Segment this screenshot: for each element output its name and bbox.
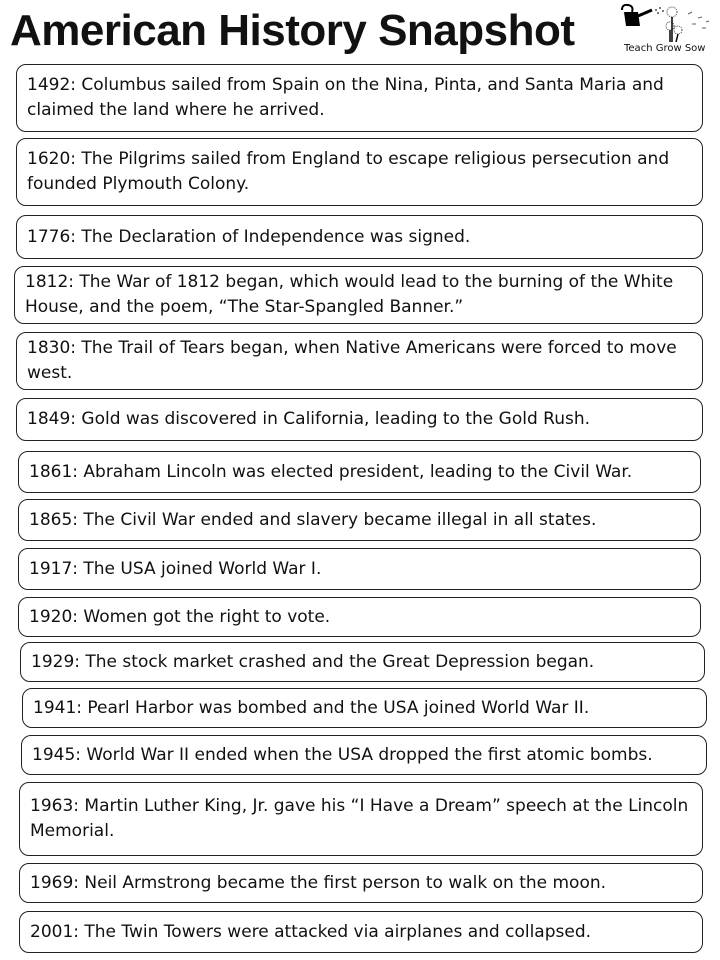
event-box (16, 332, 703, 390)
event-box (18, 597, 701, 637)
event-text: 1917: The USA joined World War I. (29, 558, 322, 579)
event-text: 1865: The Civil War ended and slavery became illegal in all states. (29, 509, 597, 530)
event-text: 1969: Neil Armstrong became the first person to walk on the moon. (30, 872, 607, 893)
event-text: 1861: Abraham Lincoln was elected president, leading to the Civil War. (29, 461, 633, 482)
event-text: 1830: The Trail of Tears began, when Native Americans were forced to move west. (27, 338, 677, 383)
event-box (22, 688, 707, 728)
event-box (16, 64, 703, 132)
event-box (14, 266, 703, 324)
event-text: 1963: Martin Luther King, Jr. gave his “I Have a Dream” speech at the Lincoln Memorial. (30, 796, 689, 841)
event-box (21, 735, 707, 775)
event-text: 1920: Women got the right to vote. (29, 606, 331, 627)
event-text: 1620: The Pilgrims sailed from England to escape religious persecution and founded Plymouth Colony. (27, 149, 670, 194)
logo-text: Teach Grow Sow (624, 43, 706, 54)
event-text: 1941: Pearl Harbor was bombed and the USA joined World War II. (33, 697, 590, 718)
event-box (18, 499, 701, 541)
event-box (18, 548, 701, 590)
event-box (19, 911, 703, 953)
event-box (16, 398, 703, 441)
event-box (16, 138, 703, 206)
page-title: American History Snapshot (10, 6, 575, 55)
event-box (20, 642, 705, 682)
event-text: 1812: The War of 1812 began, which would lead to the burning of the White House, and the poem, “The Star-Spangled Banner.” (25, 272, 674, 317)
event-text: 1849: Gold was discovered in California, leading to the Gold Rush. (27, 409, 591, 429)
logo (618, 2, 718, 60)
event-box (18, 451, 701, 493)
event-text: 1929: The stock market crashed and the Great Depression began. (31, 651, 595, 672)
event-box (19, 782, 703, 856)
event-text: 1945: World War II ended when the USA dropped the first atomic bombs. (32, 744, 653, 765)
watering-can-dandelion-icon (618, 2, 718, 44)
event-text: 1492: Columbus sailed from Spain on the Nina, Pinta, and Santa Maria and claimed the land where he arrived. (27, 75, 664, 120)
event-text: 2001: The Twin Towers were attacked via airplanes and collapsed. (30, 921, 592, 942)
event-box (16, 215, 703, 259)
event-text: 1776: The Declaration of Independence was signed. (27, 226, 471, 247)
event-box (19, 863, 703, 903)
